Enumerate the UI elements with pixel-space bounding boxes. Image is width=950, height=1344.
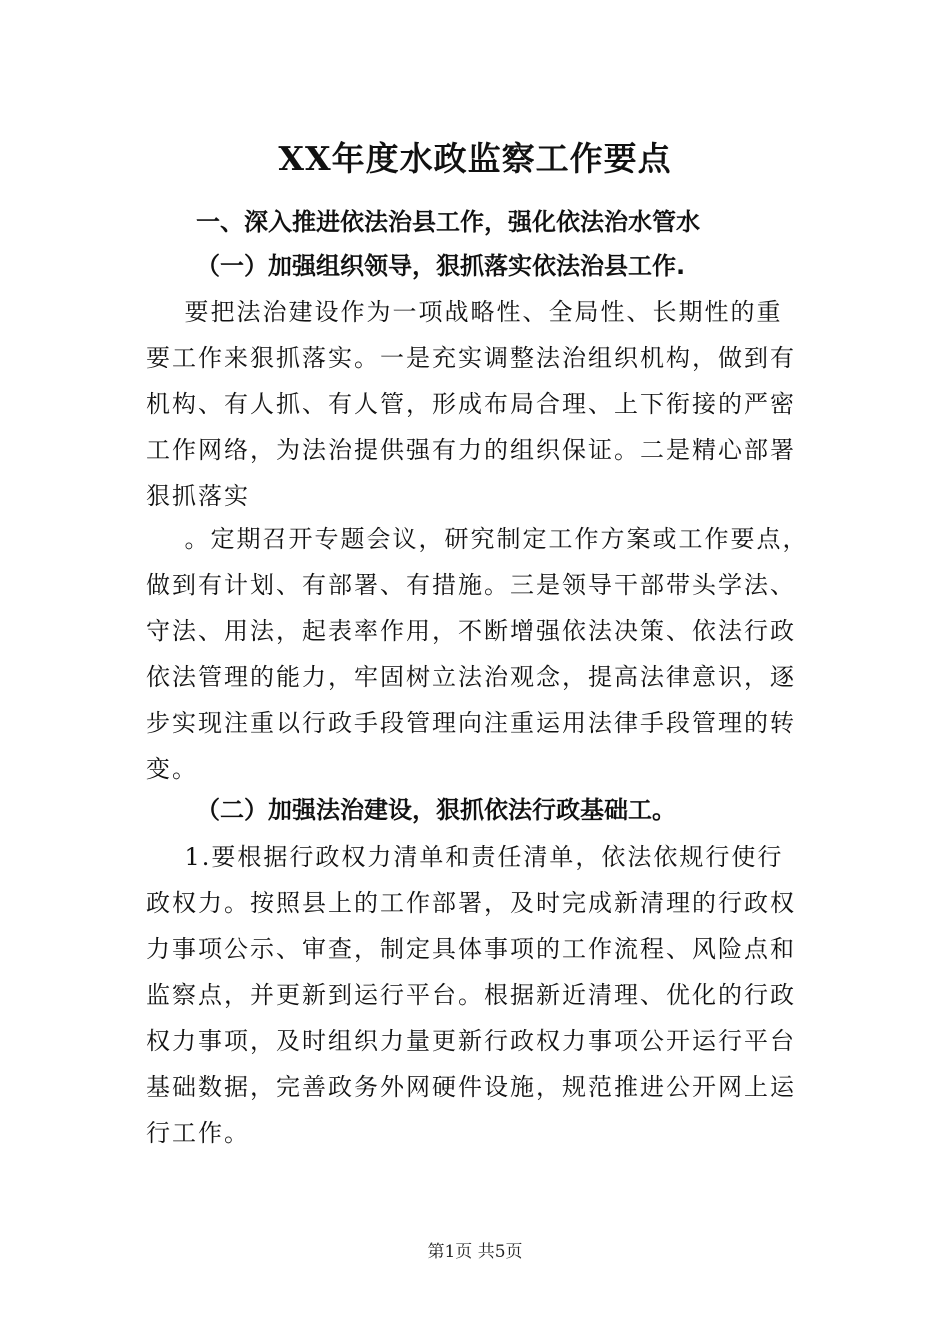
paragraph-line: 工作网络，为法治提供强有力的组织保证。二是精心部署 — [146, 436, 796, 464]
paragraph-line: 做到有计划、有部署、有措施。三是领导干部带头学法、 — [146, 571, 796, 599]
paragraph-line: 权力事项，及时组织力量更新行政权力事项公开运行平台 — [146, 1027, 796, 1055]
subsection-heading-2: （二）加强法治建设，狠抓依法行政基础工。 — [196, 796, 676, 824]
paragraph-line: 1.要根据行政权力清单和责任清单，依法依规行使行 — [146, 843, 784, 871]
paragraph-line: 基础数据，完善政务外网硬件设施，规范推进公开网上运 — [146, 1073, 796, 1101]
paragraph-line: 要把法治建设作为一项战略性、全局性、长期性的重 — [146, 298, 783, 326]
paragraph-line: 狠抓落实 — [146, 482, 250, 510]
paragraph-line: 依法管理的能力，牢固树立法治观念，提高法律意识，逐 — [146, 663, 796, 691]
paragraph-3 — [146, 834, 806, 1156]
paragraph-1 — [146, 289, 806, 519]
paragraph-line: 力事项公示、审查，制定具体事项的工作流程、风险点和 — [146, 935, 796, 963]
document-title: XX年度水政监察工作要点 — [278, 139, 672, 178]
paragraph-2 — [146, 516, 809, 792]
paragraph-line: 守法、用法，起表率作用，不断增强依法决策、依法行政 — [146, 617, 796, 645]
paragraph-line: 机构、有人抓、有人管，形成布局合理、上下衔接的严密 — [146, 390, 796, 418]
section-heading-1: 一、深入推进依法治县工作，强化依法治水管水 — [196, 208, 700, 236]
paragraph-line: 政权力。按照县上的工作部署，及时完成新清理的行政权 — [146, 889, 796, 917]
page-footer: 第1页 共5页 — [427, 1242, 523, 1262]
paragraph-line: 要工作来狠抓落实。一是充实调整法治组织机构，做到有 — [146, 344, 796, 372]
paragraph-line: 。定期召开专题会议，研究制定工作方案或工作要点， — [146, 525, 809, 553]
paragraph-line: 变。 — [146, 755, 198, 783]
paragraph-line: 行工作。 — [146, 1119, 250, 1147]
subsection-heading-1: （一）加强组织领导，狠抓落实依法治县工作. — [196, 252, 686, 280]
paragraph-line: 步实现注重以行政手段管理向注重运用法律手段管理的转 — [146, 709, 796, 737]
paragraph-line: 监察点，并更新到运行平台。根据新近清理、优化的行政 — [146, 981, 796, 1009]
